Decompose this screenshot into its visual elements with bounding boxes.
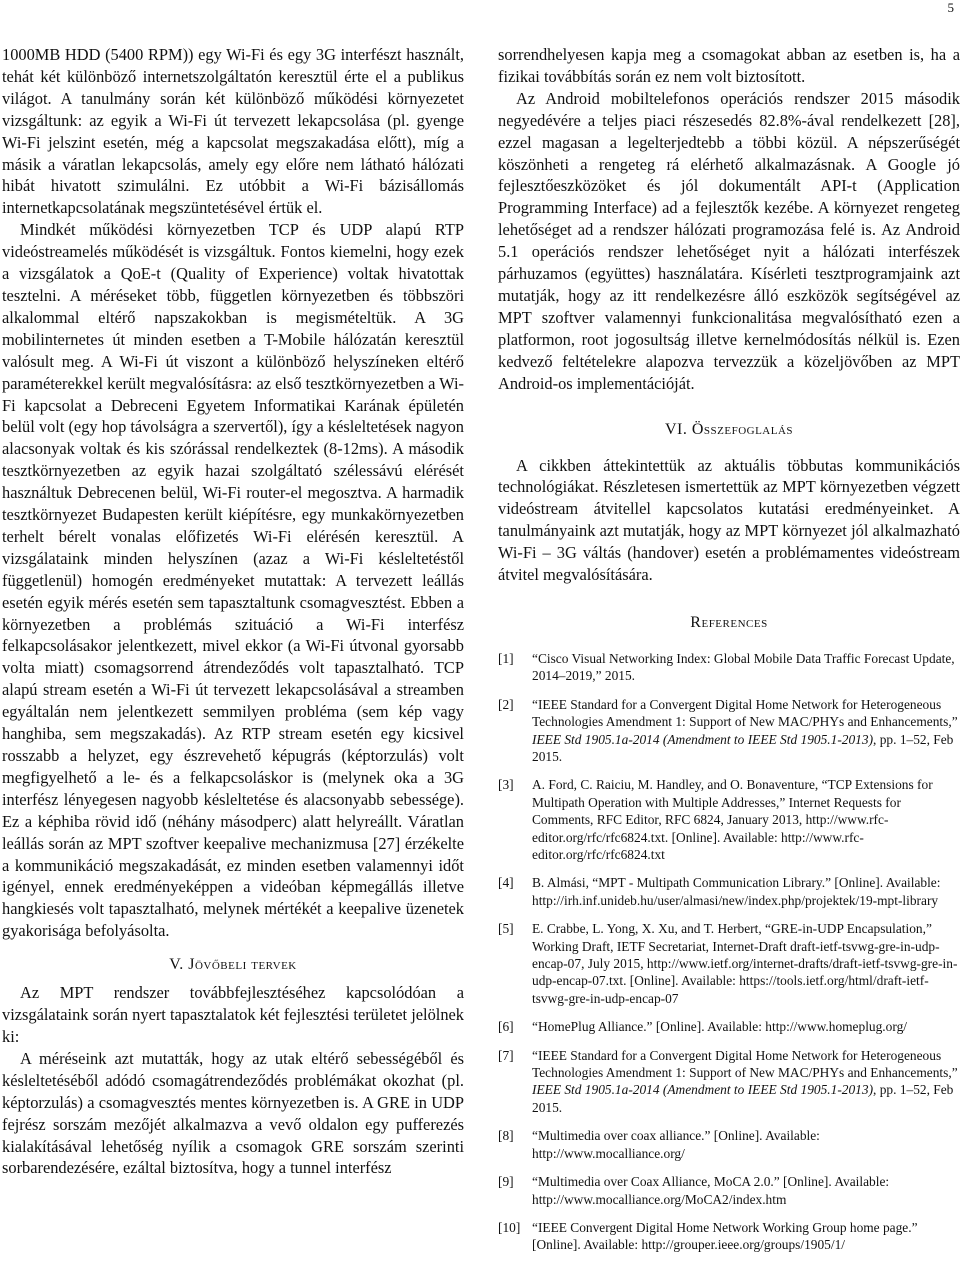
reference-item	[498, 650, 960, 685]
reference-number: [6]	[498, 1019, 514, 1035]
reference-item	[498, 696, 960, 766]
reference-text-part: , pp. 1–52, Feb 2015.	[532, 1082, 954, 1115]
reference-number: [8]	[498, 1128, 514, 1144]
section-title: Jövőbeli tervek	[188, 956, 297, 974]
reference-number: [5]	[498, 921, 514, 937]
reference-number: [7]	[498, 1047, 514, 1063]
section-heading-summary	[498, 419, 960, 441]
reference-item	[498, 1173, 960, 1208]
reference-text-part: “IEEE Standard for a Convergent Digital Home Network for Heterogeneous Technologies Amendment 1: Support of New MAC/PHYs and Enhancements,”	[532, 696, 958, 730]
reference-text: E. Crabbe, L. Yong, X. Xu, and T. Herbert, “GRE-in-UDP Encapsulation,” Working Draft, IETF Secretariat, Internet-Draft draft-ietf-tsvwg-gre-in-udp-encap-07, July 2015, http://www.ietf.org/internet-drafts/draft-ietf-tsvwg-gre-in-udp-encap-07.txt. [Online]. Available: https://tools.ietf.org/html/draft-ietf-tsvwg-gre-in-udp-encap-07	[532, 921, 958, 1006]
reference-item	[498, 1127, 960, 1162]
paragraph: sorrendhelyesen kapja meg a csomagokat abban az esetben is, ha a fizikai továbbítás során ez nem volt biztosított.	[498, 45, 960, 86]
reference-text: “Multimedia over Coax Alliance, MoCA 2.0.” [Online]. Available: http://www.mocalliance.org/MoCA2/index.htm	[532, 1174, 890, 1207]
reference-number: [2]	[498, 696, 514, 712]
reference-item	[498, 1018, 960, 1035]
reference-text-part: , pp. 1–52, Feb 2015.	[532, 731, 954, 764]
reference-number: [3]	[498, 777, 514, 793]
reference-text: A. Ford, C. Raiciu, M. Handley, and O. Bonaventure, “TCP Extensions for Multipath Operation with Multiple Addresses,” Internet Requests for Comments, RFC Editor, RFC 6824, January 2013, http://www.rfc-editor.org/rfc/rfc6824.txt. [Online]. Available: http://www.rfc-editor.org/rfc/rfc6824.txt	[532, 777, 933, 862]
section-number: V.	[169, 956, 184, 974]
right-column	[498, 44, 960, 1265]
section-heading-future-plans	[2, 954, 464, 976]
reference-item	[498, 776, 960, 863]
reference-number: [10]	[498, 1219, 521, 1235]
left-column	[2, 44, 464, 1179]
reference-text	[532, 1047, 960, 1117]
section-title: Összefoglalás	[691, 420, 794, 438]
reference-text: “Multimedia over coax alliance.” [Online]. Available: http://www.mocalliance.org/	[532, 1128, 820, 1161]
reference-item	[498, 1047, 960, 1117]
paragraph: Az Android mobiltelefonos operációs rendszer 2015 második negyedévére a teljes piaci részesedés 82.8%-ával rendelkezett [28], ezzel magasan a legelterjedtebb a többi közül. A népszerűségét köszönheti a rengeteg rá elérhető alkalmazásnak. A Google jó fejlesztőeszközöket és jól dokumentált API-t (Application Programming Interface) ad a fejlesztők kezébe. A környezet rengeteg lehetőséget ad a rendszer hálózati programozása felé is. Az Android 5.1 operációs rendszer lehetőséget nyit a hálózati interfészek párhuzamos (együttes) használatára. Kísérleti tesztprogramjaink azt mutatják, hogy az itt rendelkezésre álló eszközök segítségével az MPT szoftver valamennyi funkcionalitása megvalósítható ezen a platformon, root jogosultság illetve kernelmódosítás nélkül is. Ezen kedvező feltételekre alapozva tervezzük a közeljövőben az MPT Android-os implementációját.	[498, 88, 960, 393]
paragraph: A cikkben áttekintettük az aktuális többutas kommunikációs technológiákat. Részletesen ismertettük az MPT környezetben végzett videóstream átvitellel kapcsolatos kutatási eredményeinket. A tanulmányaink azt mutatják, hogy az MPT környezet jól alkalmazható Wi-Fi – 3G váltás (handover) esetén a problémamentes videóstream átvitel megvalósítására.	[498, 455, 960, 585]
reference-italic-part: IEEE Std 1905.1a-2014 (Amendment to IEEE Std 1905.1-2013)	[532, 1082, 874, 1098]
reference-text: “Cisco Visual Networking Index: Global Mobile Data Traffic Forecast Update, 2014–2019,” 2015.	[532, 650, 955, 684]
reference-text-part: “IEEE Standard for a Convergent Digital Home Network for Heterogeneous Technologies Amendment 1: Support of New MAC/PHYs and Enhancements,”	[532, 1047, 958, 1081]
paragraph: 1000MB HDD (5400 RPM)) egy Wi-Fi és egy 3G interfészt használt, tehát két különböző internetszolgáltatón keresztül érte el a publikus világot. A tanulmány során két különböző működési környezetet vizsgáltunk: az egyik a Wi-Fi út tervezett lekapcsolása (pl. gyenge Wi-Fi jelszint esetén, még a kapcsolat megszakadása előtt), míg a másik a váratlan lekapcsolás, amely egy előre nem látható hálózati hibát hivatott szimulálni. Ez utóbbit a Wi-Fi bázisállomás internetkapcsolatának megszüntetésével értük el.	[2, 45, 464, 218]
references-heading: References	[690, 613, 768, 631]
reference-number: [4]	[498, 875, 514, 891]
reference-item	[498, 874, 960, 909]
reference-number: [9]	[498, 1174, 514, 1190]
reference-item	[498, 1219, 960, 1254]
paragraph: Mindkét működési környezetben TCP és UDP alapú RTP videóstreamelés működését is vizsgáltuk. Fontos kiemelni, hogy ezek a vizsgálatok a QoE-t (Quality of Experience) voltak hivatottak tesztelni. A méréseket több, független környezetben és többszöri alkalommal eltérő napszakokban is megismételtük. A 3G mobilinternetes út minden esetben a T-Mobile hálózatán keresztül valósult meg. A Wi-Fi út viszont a különböző helyszíneken eltérő paraméterekkel került megvalósításra: az első tesztkörnyezetben a Wi-Fi kapcsolat a Debreceni Egyetem Informatikai Karának épületén belül volt (egy hop távolságra a szervertől), így a késleltetések nagyon alacsonyak voltak és kis szórással rendelkeztek (8-12ms). A második tesztkörnyezetben az egyik hazai szolgáltató szélessávú elérését használtuk Debrecenen belül, Wi-Fi router-el megosztva. A harmadik tesztkörnyezet Budapesten került kiépítésre, egy munkakörnyezetben terhelt bérelt vonalas előfizetés Wi-Fi elérésén keresztül. A vizsgálataink minden helyszínen (azaz a Wi-Fi késleltetéstől függetlenül) homogén eredményeket mutattak: A tervezett leállás esetén egyik mérés esetén sem tapasztaltunk csomagvesztést. Ebben a környezetben a problémás szituáció a Wi-Fi interfész felkapcsolásakor jelentkezett, mivel ekkor (a Wi-Fi útvonal gyorsabb volta miatt) csomagsorrend átrendeződés volt tapasztalható. TCP alapú stream esetén a Wi-Fi út tervezett lekapcsolásával a streamben egyáltalán nem jelentkezett semmilyen probléma (sem kép vagy hanghiba, sem megszakadás). Az RTP stream esetén egy kicsivel rosszabb a helyzet, egy észrevehető képugrás (képtorzulás) volt megfigyelhető a le- és a felkapcsoláskor is (melynek oka a 3G interfész lényegesen nagyobb késleltetése és alacsonyabb sebessége). Ez a képhiba rövid idő (néhány másodperc) alatt helyreállt. Váratlan leállás során az MPT szoftver keepalive mechanizmusa [27] érzékelte a kommunikáció megszakadását, ez minden esetben valamennyi időt igényel, ennek eredményeképpen a videóban képmegállás illetve hangkiesés volt tapasztalható, melynek mértékét a keepalive üzenetek gyakorisága befolyásolta.	[2, 220, 464, 941]
reference-text: “HomePlug Alliance.” [Online]. Available: http://www.homeplug.org/	[532, 1019, 907, 1035]
reference-text: B. Almási, “MPT - Multipath Communication Library.” [Online]. Available: http://irh.inf.unideb.hu/user/almasi/new/index.php/projektek/19-mpt-library	[532, 875, 941, 908]
reference-item	[498, 920, 960, 1007]
paragraph: Az MPT rendszer továbbfejlesztéséhez kapcsolódóan a vizsgálataink során nyert tapasztalatok két fejlesztési területet jelölnek ki:	[2, 983, 464, 1046]
section-number: VI.	[664, 420, 688, 438]
reference-text: “IEEE Convergent Digital Home Network Working Group home page.” [Online]. Available: http://grouper.ieee.org/groups/1905/1/	[532, 1219, 918, 1253]
page-number: 5	[947, 0, 954, 15]
references-list	[498, 650, 960, 1254]
paragraph: A méréseink azt mutatták, hogy az utak eltérő sebességéből és késleltetéséből adódó csomagátrendeződés problémákat okozhat (pl. képtorzulás) a csomagvesztés mentes környezetben is. A GRE in UDP fejrész sorszám mezőjét alkalmazva a vevő oldalon egy pufferezés kialakításával lehetőség nyílik a csomagok GRE sorszám szerinti sorbarendezésére, ezáltal biztosítva, hogy a tunnel interfész	[2, 1048, 464, 1178]
reference-italic-part: IEEE Std 1905.1a-2014 (Amendment to IEEE Std 1905.1-2013)	[532, 731, 874, 747]
reference-number: [1]	[498, 650, 514, 666]
reference-text	[532, 696, 960, 766]
